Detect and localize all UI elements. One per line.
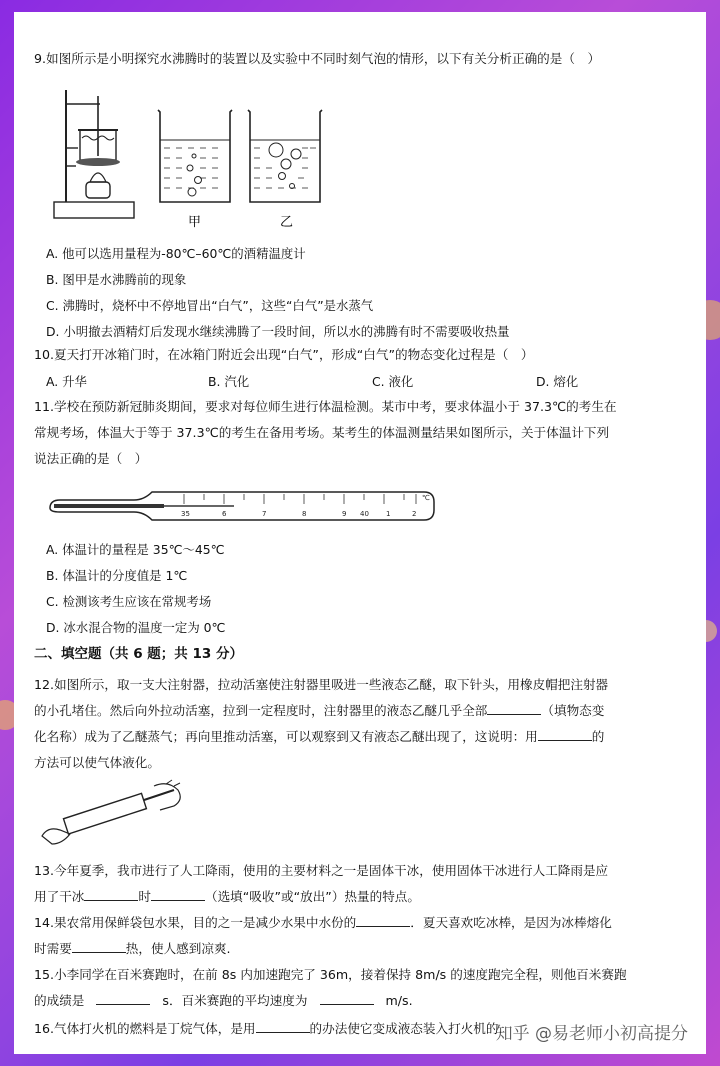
q11-option-a: A. 体温计的量程是 35℃～45℃: [46, 542, 225, 557]
q12-line-2-text: 的小孔堵住。然后向外拉动活塞，拉到一定程度时，注射器里的液态乙醚几乎全部: [34, 703, 488, 718]
question-15-line-1: 15.小李同学在百米赛跑时，在前 8s 内加速跑完了 36m，接着保持 8m/s 的速度跑完全程，则他百米赛跑: [34, 967, 627, 982]
q13-line-2-a: 用了干冰: [34, 889, 85, 904]
q10-option-b: B. 汽化: [208, 374, 250, 389]
q12-line-2-tail: （填物态变: [541, 703, 605, 718]
q15-line-2-a: 的成绩是: [34, 993, 85, 1008]
thermometer-label-40: 40: [360, 510, 369, 518]
q13-blank-1[interactable]: [84, 888, 138, 901]
thermometer-unit: ℃: [422, 494, 430, 502]
question-11-line-1: 11.学校在预防新冠肺炎期间，要求对每位师生进行体温检测。某市中考，要求体温小于 37.3℃的考生在: [34, 399, 617, 414]
q14-line-1-a: 14.果农常用保鲜袋包水果，目的之一是减少水果中水份的: [34, 915, 357, 930]
q16-line-1-a: 16.气体打火机的燃料是丁烷气体，是用: [34, 1021, 256, 1036]
q14-blank-2[interactable]: [72, 940, 126, 953]
q14-blank-1[interactable]: [356, 914, 410, 927]
question-10-stem: 10.夏天打开冰箱门时，在冰箱门附近会出现“白气”，形成“白气”的物态变化过程是（ ）: [34, 347, 534, 362]
q15-line-2-b: s．百米赛跑的平均速度为: [162, 993, 308, 1008]
question-9-stem: 9.如图所示是小明探究水沸腾时的装置以及实验中不同时刻气泡的情形，以下有关分析正确的是（ ）: [34, 51, 601, 66]
q10-option-a: A. 升华: [46, 374, 87, 389]
q12-blank-2[interactable]: [538, 728, 592, 741]
thermometer-label-42: 2: [412, 510, 417, 518]
q14-line-1-b: ．夏天喜欢吃冰棒，是因为冰棒熔化: [410, 915, 612, 930]
thermometer-label-37: 7: [262, 510, 267, 518]
figure-label-yi: 乙: [280, 215, 294, 230]
thermometer-label-41: 1: [386, 510, 391, 518]
q12-line-3-text: 化名称）成为了乙醚蒸气；再向里推动活塞，可以观察到又有液态乙醚出现了，这说明：用: [34, 729, 538, 744]
q13-line-2-c: （选填“吸收”或“放出”）热量的特点。: [204, 889, 420, 904]
q11-option-c: C. 检测该考生应该在常规考场: [46, 594, 212, 609]
q12-blank-1[interactable]: [487, 702, 541, 715]
figure-label-jia: 甲: [188, 215, 202, 230]
thermometer-label-36: 6: [222, 510, 227, 518]
q10-option-c: C. 液化: [372, 374, 414, 389]
q9-option-d: D. 小明撤去酒精灯后发现水继续沸腾了一段时间，所以水的沸腾有时不需要吸收热量: [46, 324, 510, 339]
q14-line-2-a: 时需要: [34, 941, 72, 956]
q16-blank-1[interactable]: [256, 1020, 310, 1033]
question-11-line-2: 常规考场，体温大于等于 37.3℃的考生在备用考场。某考生的体温测量结果如图所示，关于体温计下列: [34, 425, 610, 440]
question-14-line-2: [34, 936, 689, 962]
q9-option-c: C. 沸腾时，烧杯中不停地冒出“白气”，这些“白气”是水蒸气: [46, 298, 374, 313]
question-14-line-1: [34, 910, 689, 936]
q11-option-d: D. 冰水混合物的温度一定为 0℃: [46, 620, 226, 635]
question-12-line-2: [34, 698, 689, 724]
thermometer-label-35: 35: [181, 510, 190, 518]
boiling-apparatus-figure: [48, 82, 338, 247]
q15-blank-2[interactable]: [320, 992, 374, 1005]
exam-paper: [14, 12, 706, 1054]
clinical-thermometer-figure: [44, 478, 444, 534]
question-12-line-1: 12.如图所示，取一支大注射器，拉动活塞使注射器里吸进一些液态乙醚，取下针头，用橡皮帽把注射器: [34, 677, 609, 692]
q10-option-d: D. 熔化: [536, 374, 579, 389]
q13-line-2-b: 时: [138, 889, 151, 904]
q15-blank-1[interactable]: [96, 992, 150, 1005]
q16-line-1-b: 的办法使它变成液态装入打火机的.: [309, 1021, 503, 1036]
question-12-line-3: [34, 724, 689, 750]
q9-option-a: A. 他可以选用量程为-80℃–60℃的酒精温度计: [46, 246, 306, 261]
q12-line-3-tail: 的: [591, 729, 605, 744]
section-title-fill-blank: 二、填空题（共 6 题；共 13 分）: [34, 646, 243, 662]
watermark: 知乎 @易老师小初高提分: [495, 1024, 688, 1044]
question-12-line-4: 方法可以使气体液化。: [34, 755, 160, 770]
q15-line-2-c: m/s.: [385, 993, 413, 1008]
q9-option-b: B. 图甲是水沸腾前的现象: [46, 272, 187, 287]
thermometer-label-39: 9: [342, 510, 347, 518]
syringe-figure: [34, 778, 194, 850]
question-13-line-2: [34, 884, 689, 910]
question-13-line-1: 13.今年夏季，我市进行了人工降雨，使用的主要材料之一是固体干冰，使用固体干冰进行人工降雨是应: [34, 863, 609, 878]
q11-option-b: B. 体温计的分度值是 1℃: [46, 568, 188, 583]
q14-line-2-b: 热，使人感到凉爽.: [125, 941, 231, 956]
thermometer-label-38: 8: [302, 510, 307, 518]
question-11-line-3: 说法正确的是（ ）: [34, 451, 148, 466]
q13-blank-2[interactable]: [151, 888, 205, 901]
question-15-line-2: [34, 988, 689, 1014]
